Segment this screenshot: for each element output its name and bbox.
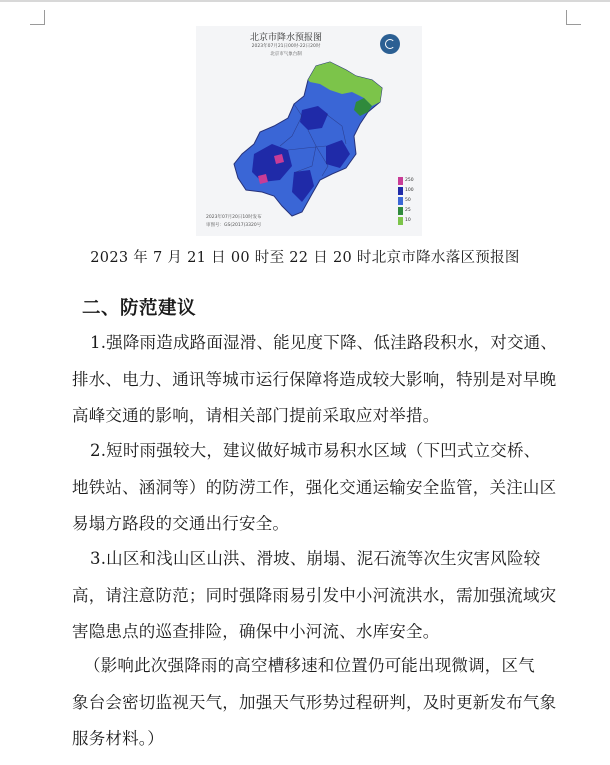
paragraph-line: 3.山区和浅山区山洪、滑坡、崩塌、泥石流等次生灾害风险较 [90, 549, 541, 568]
legend-swatch [398, 217, 403, 225]
map-caption: 2023 年 7 月 21 日 00 时至 22 日 20 时北京市降水落区预报图 [90, 250, 520, 266]
paragraph-line: 高，请注意防范；同时强降雨易引发中小河流洪水，需加强流域灾 [72, 585, 557, 605]
suggestion-paragraph-1 [72, 325, 584, 435]
beijing-map-graphic [196, 26, 422, 236]
legend-row [398, 196, 416, 205]
paragraph-line: 2.短时雨强较大，建议做好城市易积水区域（下凹式立交桥、 [90, 441, 541, 460]
paragraph-line: 地铁站、涵洞等）的防涝工作，强化交通运输安全监管，关注山区 [72, 477, 557, 497]
legend-swatch [398, 187, 403, 195]
legend-row [398, 186, 416, 195]
map-issue-date: 2023年07月20日10时发布 [206, 215, 262, 220]
legend-row [398, 216, 416, 225]
paragraph-line: 易塌方路段的交通出行安全。 [72, 514, 290, 533]
paragraph-line: 害隐患点的巡查排险，确保中小河流、水库安全。 [72, 622, 440, 641]
map-title: 北京市降水预报图 [249, 33, 322, 43]
legend-row [398, 206, 416, 215]
map-org: 北京市气象台制 [270, 52, 302, 57]
paragraph-line: （影响此次强降雨的高空槽移速和位置仍可能出现微调，区气 [84, 656, 535, 675]
legend-value: 50 [405, 198, 411, 203]
legend-value: 100 [405, 188, 414, 193]
map-legend [398, 176, 416, 226]
legend-value: 10 [405, 218, 411, 223]
paragraph-line: 1.强降雨造成路面湿滑、能见度下降、低洼路段积水，对交通、 [90, 333, 558, 352]
map-approval-code: 审图号：GS(2017)3320号 [206, 223, 262, 228]
legend-swatch [398, 197, 403, 205]
precipitation-forecast-map [196, 26, 422, 236]
legend-row [398, 176, 416, 185]
weather-service-logo [380, 34, 400, 54]
paragraph-line: 高峰交通的影响，请相关部门提前采取应对举措。 [72, 406, 440, 425]
legend-swatch [398, 207, 403, 215]
paragraph-line: 服务材料。） [72, 729, 164, 748]
map-subtitle: 2023年07月21日00时-22日20时 [251, 44, 321, 49]
legend-swatch [398, 177, 403, 185]
suggestion-paragraph-2 [72, 433, 584, 543]
scan-edge [0, 0, 610, 2]
suggestion-paragraph-3 [72, 541, 584, 651]
paragraph-line: 象台会密切监视天气，加强天气形势过程研判，及时更新发布气象 [72, 692, 557, 712]
note-paragraph [72, 648, 584, 758]
paragraph-line: 排水、电力、通讯等城市运行保障将造成较大影响，特别是对早晚 [72, 369, 557, 389]
legend-value: 250 [405, 178, 414, 183]
crop-mark-top-left [30, 10, 45, 25]
legend-value: 25 [405, 208, 411, 213]
section-heading: 二、防范建议 [82, 298, 197, 319]
crop-mark-top-right [566, 10, 581, 25]
